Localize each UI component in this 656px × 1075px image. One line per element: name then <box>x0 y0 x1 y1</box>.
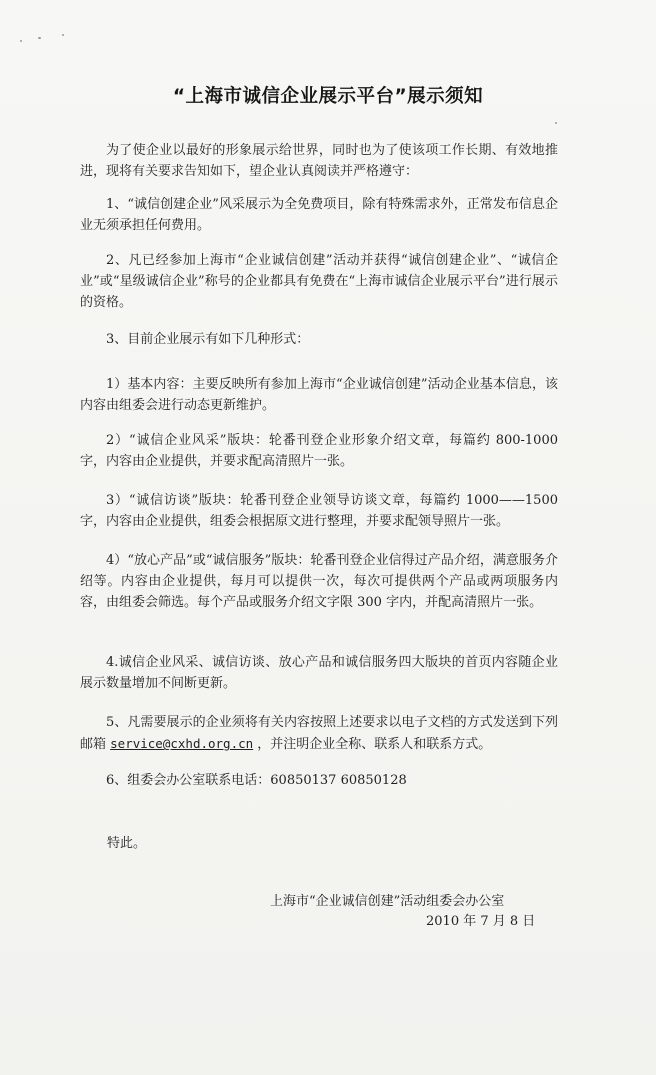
signature-organization: 上海市“企业诚信创建”活动组委会办公室 <box>270 894 505 909</box>
intro-paragraph: 为了使企业以最好的形象展示给世界，同时也为了使该项工作长期、有效地推进，现将有关要求告知如下，望企业认真阅读并严格遵守： <box>80 143 558 179</box>
item-paragraph: 4）“放心产品”或“诚信服务”版块：轮番刊登企业信得过产品介绍，满意服务介绍等。内容由企业提供，每月可以提供一次，每次可提供两个产品或两项服务内容，由组委会筛选。每个产品或服务介绍文字限 300 字内，并配高清照片一张。 <box>80 553 558 610</box>
item-paragraph-email <box>80 712 558 755</box>
item5-text-before: 5、凡需要展示的企业须将有关内容按照上述要求以电子文档的方式发送到下列邮箱 <box>80 715 558 752</box>
item-paragraph: 2）“诚信企业风采”版块：轮番刊登企业形象介绍文章，每篇约 800-1000 字，内容由企业提供，并要求配高清照片一张。 <box>80 433 558 469</box>
item-paragraph: 1、“诚信创建企业”风采展示为全免费项目，除有特殊需求外，正常发布信息企业无须承担任何费用。 <box>80 197 558 233</box>
signature-date: 2010 年 7 月 8 日 <box>426 914 536 929</box>
item-paragraph: 3、目前企业展示有如下几种形式： <box>106 332 310 347</box>
closing-text: 特此。 <box>107 836 147 851</box>
item5-text-after: ，并注明企业全称、联系人和联系方式。 <box>257 737 492 752</box>
document-title: “上海市诚信企业展示平台”展示须知 <box>172 86 484 107</box>
item-paragraph: 2、凡已经参加上海市“企业诚信创建”活动并获得“诚信创建企业”、“诚信企业”或“星级诚信企业”称号的企业都具有免费在“上海市诚信企业展示平台”进行展示的资格。 <box>80 253 558 310</box>
scan-speck <box>38 37 41 39</box>
item-paragraph: 6、组委会办公室联系电话：60850137 60850128 <box>106 773 407 788</box>
scan-speck <box>555 122 557 124</box>
item-paragraph: 3）“诚信访谈”版块：轮番刊登企业领导访谈文章，每篇约 1000——1500 字，内容由企业提供，组委会根据原文进行整理，并要求配领导照片一张。 <box>80 493 558 529</box>
scan-speck <box>20 40 22 42</box>
scan-speck <box>62 34 64 36</box>
item-paragraph: 1）基本内容：主要反映所有参加上海市“企业诚信创建”活动企业基本信息，该内容由组委会进行动态更新维护。 <box>80 377 558 413</box>
item-paragraph: 4.诚信企业风采、诚信访谈、放心产品和诚信服务四大版块的首页内容随企业展示数量增加不间断更新。 <box>80 655 558 691</box>
email-link[interactable]: service@cxhd.org.cn <box>110 736 254 751</box>
